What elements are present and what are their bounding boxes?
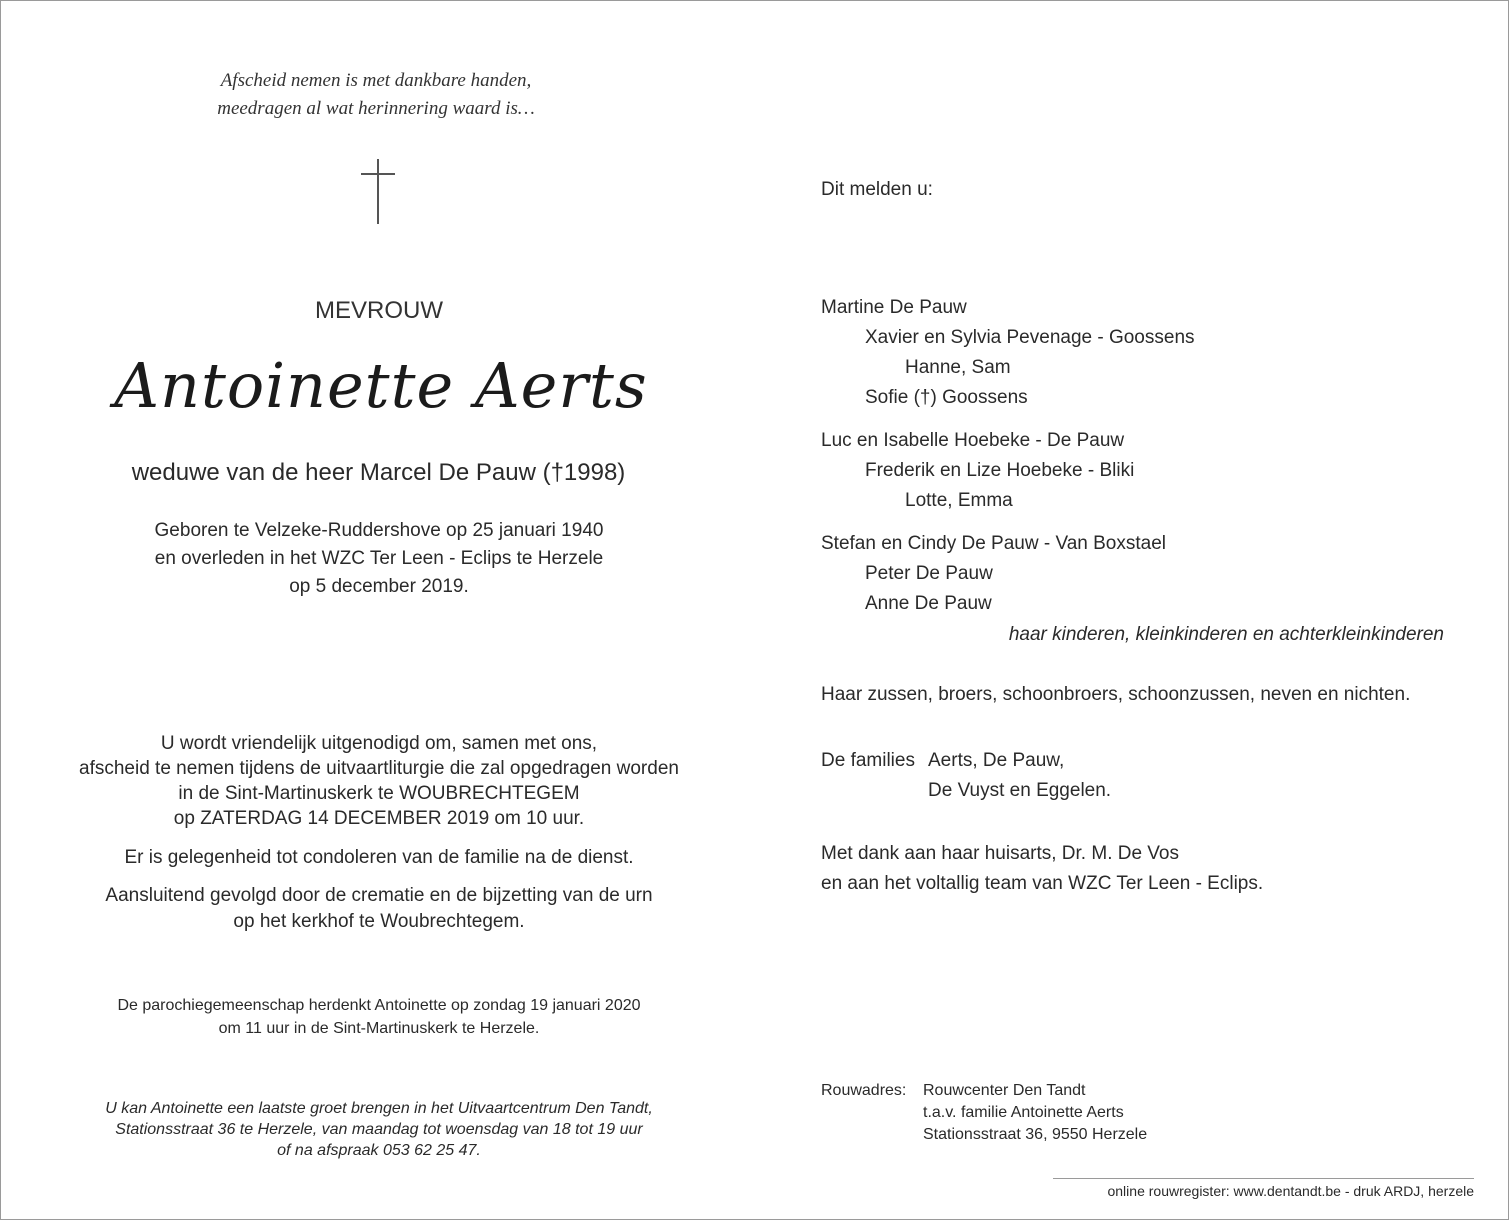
family-member: Sofie (†) Goossens [865,387,1028,408]
footer-divider [1053,1178,1474,1179]
visit-line: U kan Antoinette een laatste groet brengen in het Uitvaartcentrum Den Tandt, [105,1100,653,1117]
family-summary: haar kinderen, kleinkinderen en achterkleinkinderen [1008,624,1444,645]
detail-line: Geboren te Velzeke-Ruddershove op 25 januari 1940 [154,520,604,541]
cremation-note [29,883,729,935]
invite-line: in de Sint-Martinuskerk te WOUBRECHTEGEM [178,783,580,804]
invite-line: afscheid te nemen tijdens de uitvaartliturgie die zal opgedragen worden [79,758,679,779]
families-names [928,746,1111,806]
mourning-address-label: Rouwadres: [821,1082,907,1099]
families-line: Aerts, De Pauw, [928,750,1065,771]
parish-line: om 11 uur in de Sint-Martinuskerk te Herzele. [218,1020,540,1037]
cross-icon-bar [361,173,395,175]
families-label: De families [821,750,915,771]
honorific: MEVROUW [315,297,443,324]
parish-line: De parochiegemeenschap herdenkt Antoinette op zondag 19 januari 2020 [117,997,641,1014]
address-line: Stationsstraat 36, 9550 Herzele [923,1126,1148,1143]
service-invitation [29,731,729,831]
quote-line: Afscheid nemen is met dankbare handen, [220,70,532,91]
visitation-note [29,1098,729,1161]
opening-quote [126,67,626,123]
cremation-line: op het kerkhof te Woubrechtegem. [233,911,525,932]
parish-remembrance [29,994,729,1040]
visit-line: of na afspraak 053 62 25 47. [277,1142,481,1159]
invite-line: op ZATERDAG 14 DECEMBER 2019 om 10 uur. [173,808,585,829]
thanks-line: Met dank aan haar huisarts, Dr. M. De Vos [821,843,1180,864]
address-line: t.a.v. familie Antoinette Aerts [923,1104,1124,1121]
detail-line: op 5 december 2019. [289,576,469,597]
family-group [821,426,1134,516]
family-member: Martine De Pauw [821,297,967,318]
family-member: Peter De Pauw [865,563,993,584]
deceased-name: Antoinette Aerts [114,349,648,422]
family-member: Stefan en Cindy De Pauw - Van Boxstael [821,533,1167,554]
announcement-heading: Dit melden u: [821,179,933,200]
family-member: Frederik en Lize Hoebeke - Bliki [865,460,1135,481]
family-group [821,529,1166,619]
address-line: Rouwcenter Den Tandt [923,1082,1086,1099]
family-member: Anne De Pauw [865,593,992,614]
thanks-note [821,839,1263,899]
condolences-note: Er is gelegenheid tot condoleren van de familie na de dienst. [124,847,634,868]
siblings-line: Haar zussen, broers, schoonbroers, schoonzussen, neven en nichten. [821,684,1411,705]
family-member: Lotte, Emma [905,490,1013,511]
family-member: Luc en Isabelle Hoebeke - De Pauw [821,430,1125,451]
cremation-line: Aansluitend gevolgd door de crematie en de bijzetting van de urn [105,885,653,906]
families-line: De Vuyst en Eggelen. [928,780,1112,801]
family-member: Xavier en Sylvia Pevenage - Goossens [865,327,1195,348]
cross-icon [377,159,379,224]
widow-of: weduwe van de heer Marcel De Pauw (†1998) [131,459,626,486]
birth-death-details [79,517,679,601]
quote-line: meedragen al wat herinnering waard is… [217,98,535,119]
footer-credits: online rouwregister: www.dentandt.be - druk ARDJ, herzele [1107,1183,1474,1199]
invite-line: U wordt vriendelijk uitgenodigd om, samen met ons, [160,733,598,754]
family-group [821,293,1195,413]
detail-line: en overleden in het WZC Ter Leen - Eclips te Herzele [154,548,604,569]
visit-line: Stationsstraat 36 te Herzele, van maandag tot woensdag van 18 tot 19 uur [115,1121,643,1138]
mourning-address [923,1080,1147,1146]
family-member: Hanne, Sam [905,357,1011,378]
thanks-line: en aan het voltallig team van WZC Ter Leen - Eclips. [821,873,1264,894]
